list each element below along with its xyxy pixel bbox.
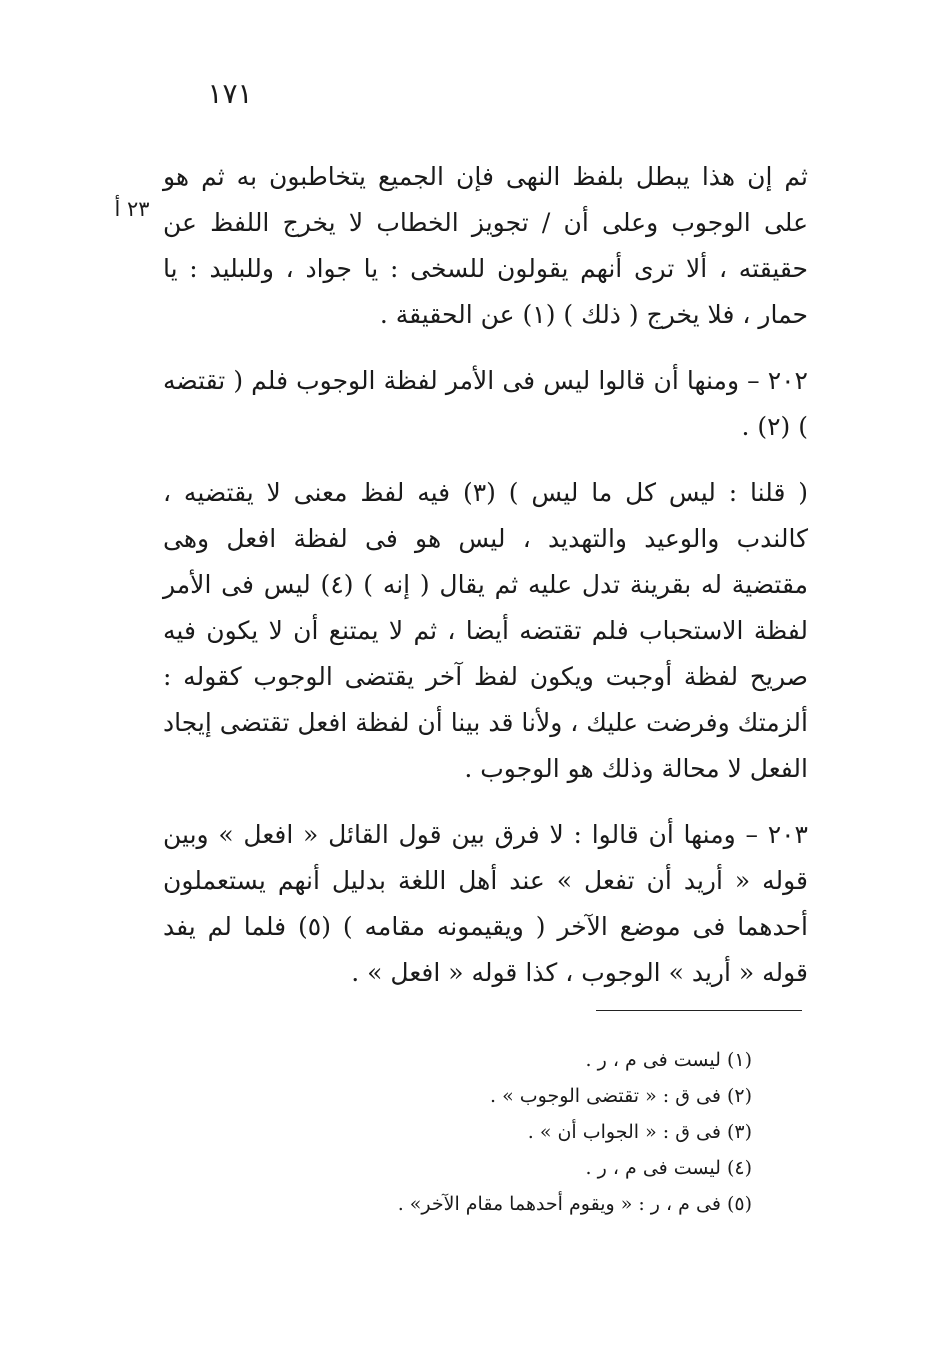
footnotes [300,1042,752,1222]
footnote-4: (٤) ليست فى م ، ر . [585,1157,752,1179]
paragraph-203: ٢٠٣ – ومنها أن قالوا : لا فرق بين قول القائل « افعل » وبين قوله « أريد أن تفعل » عند أهل اللغة بدليل أنهم يستعملون أحدهما فى موضع الآخر ( ويقيمونه مقامه ) (٥) فلما لم يفد قوله « أريد » الوجوب ، كذا قوله « افعل » . [163,820,808,987]
paragraph-reply: ( قلنا : ليس كل ما ليس ) (٣) فيه لفظ معنى لا يقتضيه ، كالندب والوعيد والتهديد ، ليس هو فى لفظة افعل وهى مقتضية له بقرينة تدل عليه ثم يقال ( إنه ) (٤) ليس فى الأمر لفظة الاستحباب فلم تقتضه أيضا ، ثم لا يمتنع أن لا يكون فيه صريح لفظة أوجبت ويكون لفظ آخر يقتضى الوجوب كقوله : ألزمتك وفرضت عليك ، ولأنا قد بينا أن لفظة افعل تقتضى إيجاد الفعل لا محالة وذلك هو الوجوب . [163,478,809,783]
paragraph-202: ٢٠٢ – ومنها أن قالوا ليس فى الأمر لفظة الوجوب فلم ( تقتضه ) (٢) . [163,366,808,441]
footnote-3: (٣) فى ق : « الجواب أن » . [527,1121,752,1143]
footnote-2: (٢) فى ق : « تقتضى الوجوب » . [490,1085,752,1107]
main-text-body [163,154,808,1016]
page-number: ١٧١ [207,77,253,110]
footnote-5: (٥) فى م ، ر : « ويقوم أحدهما مقام الآخر» . [397,1193,752,1215]
footnote-divider [596,1010,802,1011]
margin-folio-note: ٢٣ أ [114,197,150,221]
footnote-1: (١) ليست فى م ، ر . [585,1049,752,1071]
paragraph-1: ثم إن هذا يبطل بلفظ النهى فإن الجميع يتخاطبون به ثم هو على الوجوب وعلى أن / تجويز الخطاب لا يخرج اللفظ عن حقيقته ، ألا ترى أنهم يقولون للسخى : يا جواد ، وللبليد : يا حمار ، فلا يخرج ( ذلك ) (١) عن الحقيقة . [163,162,808,329]
